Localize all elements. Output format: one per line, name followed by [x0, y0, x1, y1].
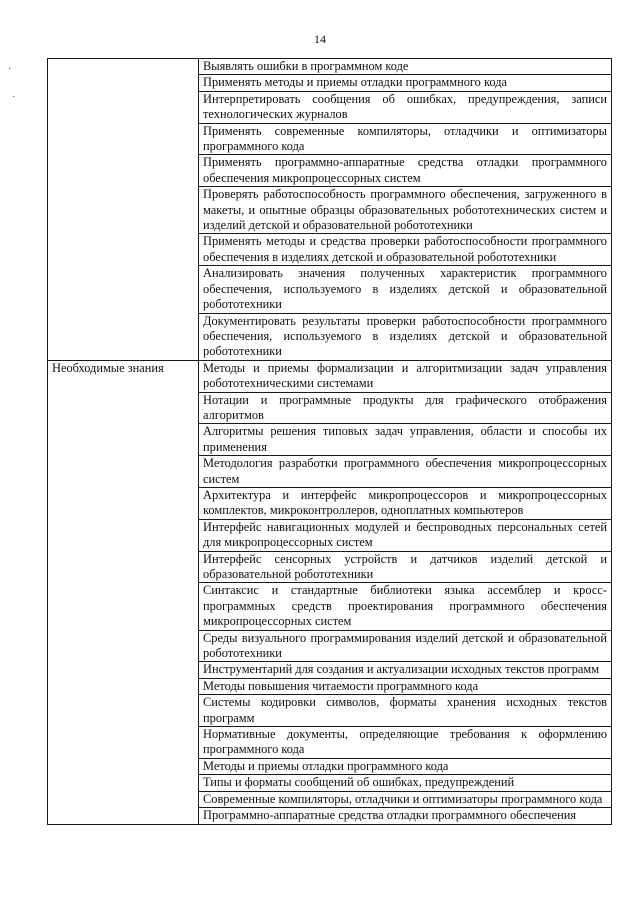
requirement-cell: Методы и приемы отладки программного кода	[199, 758, 612, 774]
requirement-cell: Алгоритмы решения типовых задач управления, области и способы их применения	[199, 424, 612, 456]
requirement-cell: Среды визуального программирования изделий детской и образовательной робототехники	[199, 630, 612, 662]
competency-table	[47, 58, 612, 825]
requirement-cell: Проверять работоспособность программного обеспечения, загруженного в макеты, и опытные образцы образовательных робототехнических систем и изделий детской и образовательной робототехники	[199, 187, 612, 234]
requirement-cell: Системы кодировки символов, форматы хранения исходных текстов программ	[199, 695, 612, 727]
requirement-cell: Интерфейс навигационных модулей и беспроводных персональных сетей для микропроцессорных систем	[199, 519, 612, 551]
requirement-cell: Нотации и программные продукты для графического отображения алгоритмов	[199, 392, 612, 424]
requirement-cell: Выявлять ошибки в программном коде	[199, 59, 612, 75]
requirement-cell: Программно-аппаратные средства отладки программного обеспечения	[199, 808, 612, 824]
table-body	[48, 59, 612, 825]
requirement-cell: Синтаксис и стандартные библиотеки языка ассемблер и кросс-программных средств проектирования программного обеспечения микропроцессорных систем	[199, 583, 612, 630]
requirement-cell: Нормативные документы, определяющие требования к оформлению программного кода	[199, 727, 612, 759]
page-number: 14	[314, 32, 326, 46]
table-row	[48, 360, 612, 392]
requirement-cell: Применять методы и приемы отладки программного кода	[199, 75, 612, 91]
scan-speck: ·	[12, 92, 16, 103]
requirement-cell: Современные компиляторы, отладчики и оптимизаторы программного кода	[199, 791, 612, 807]
requirement-cell: Методы и приемы формализации и алгоритмизации задач управления робототехническими системами	[199, 360, 612, 392]
table-row	[48, 59, 612, 75]
requirement-cell: Интерфейс сенсорных устройств и датчиков изделий детской и образовательной робототехники	[199, 551, 612, 583]
section-label: Необходимые знания	[48, 360, 199, 824]
requirement-cell: Интерпретировать сообщения об ошибках, предупреждения, записи технологических журналов	[199, 91, 612, 123]
section-label	[48, 59, 199, 361]
requirement-cell: Документировать результаты проверки работоспособности программного обеспечения, используемого в изделиях детской и образовательной робототехники	[199, 313, 612, 360]
requirement-cell: Анализировать значения полученных характеристик программного обеспечения, используемого в изделиях детской и образовательной робототехники	[199, 266, 612, 313]
requirement-cell: Архитектура и интерфейс микропроцессоров и микропроцессорных комплектов, микроконтроллеров, одноплатных компьютеров	[199, 487, 612, 519]
requirement-cell: Инструментарий для создания и актуализации исходных текстов программ	[199, 662, 612, 678]
requirement-cell: Применять современные компиляторы, отладчики и оптимизаторы программного кода	[199, 123, 612, 155]
requirement-cell: Методы повышения читаемости программного кода	[199, 678, 612, 694]
requirement-cell: Применять программно-аппаратные средства отладки программного обеспечения микропроцессорных систем	[199, 155, 612, 187]
scan-speck: ·	[8, 64, 12, 75]
requirement-cell: Применять методы и средства проверки работоспособности программного обеспечения в изделиях детской и образовательной робототехники	[199, 234, 612, 266]
requirement-cell: Методология разработки программного обеспечения микропроцессорных систем	[199, 456, 612, 488]
requirement-cell: Типы и форматы сообщений об ошибках, предупреждений	[199, 775, 612, 791]
